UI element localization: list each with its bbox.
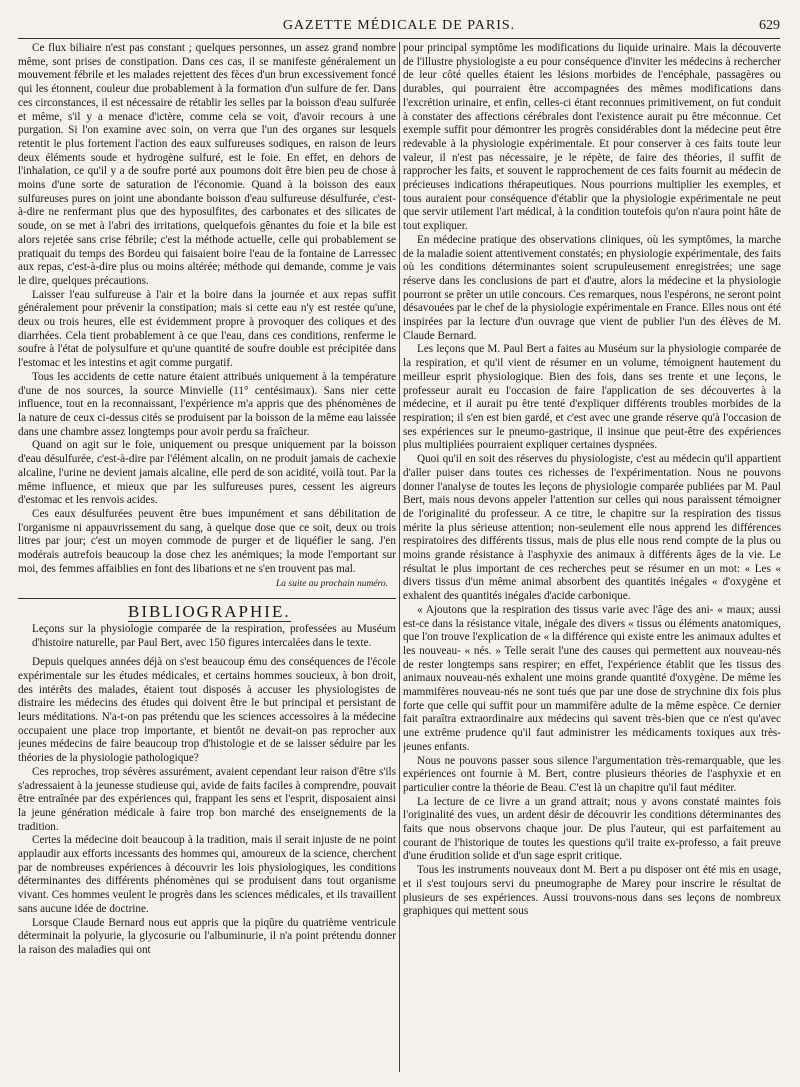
bibliography-title: BIBLIOGRAPHIE. <box>128 602 291 622</box>
left-column <box>18 42 396 1082</box>
section-heading <box>18 602 396 622</box>
paragraph: Tous les instruments nouveaux dont M. Bert a pu disposer ont été mis en usage, et il s'est toujours servi du pneumographe de Marey pour inscrire le résultat de plusieurs de ses expériences. Aussi trouvons-nous dans ses leçons de nombreux graphiques qui mettent sous <box>403 864 781 918</box>
paragraph: « Ajoutons que la respiration des tissus varie avec l'âge des ani- « maux; aussi est-ce dans la résistance vitale, inégale des divers « tissus ou éléments anatomiques, que l'on trouve l'explication de « la différence qui existe entre les animaux adultes et les nouveau- « nés. » Telle serait l'une des causes qui permettent aux nouveau-nés de rester longtemps sans respirer; en effet, l'expérience établit que les tissus des animaux nouveau-nés exhalent une moins grande quantité d'oxygène. De même les mammifères nouveau-nés ne sont tués que par une dose de strychnine dix fois plus forte que celle qui suffit pour un mammifère adulte de la même espèce. Ce dernier fait paraîtra extraordinaire aux médecins qui savent très-bien que ce n'est qu'avec une extrême prudence qu'il faut administrer les médicaments toxiques aux très-jeunes enfants. <box>403 603 781 753</box>
paragraph: Quand on agit sur le foie, uniquement ou presque uniquement par la boisson d'eau désulfurée, c'est-à-dire par l'élément alcalin, on ne produit jamais de cachexie alcaline, l'urine ne devient jamais alcaline, elle perd de son acidité, voilà tout. Par la même influence, et mieux que par les sulfureuses pures, cessent les aigreurs d'estomac et les renvois acides. <box>18 439 396 507</box>
paragraph: Nous ne pouvons passer sous silence l'argumentation très-remarquable, que les expériences ont fournie à M. Bert, contre plusieurs théories de l'asphyxie et en particulier contre la théorie de Beau. C'est là un chapitre qu'il faut méditer. <box>403 754 781 794</box>
section-rule <box>18 598 396 599</box>
paragraph: Ces eaux désulfurées peuvent être bues impunément et sans débilitation de l'organisme ni appauvrissement du sang, à quelque dose que ce soit, deux ou trois litres par jour; c'est un moyen commode de purger et de liquéfier le sang. J'en modérais autrefois beaucoup la dose chez les anémiques; la mode l'emportant sur moi, des femmes affaiblies en font des libations et ne s'en trouvent pas mal. <box>18 507 396 575</box>
right-column <box>403 42 781 1082</box>
paragraph: Quoi qu'il en soit des réserves du physiologiste, c'est au médecin qu'il appartient d'aller puiser dans toutes ces richesses de l'expérimentation. Nous ne pouvons donner l'analyse de toutes les leçons de physiologie comparée publiées par M. Paul Bert, mais nous devons appeler l'attention sur celles qui nous paraissent témoigner de l'originalité du professeur. A ce titre, le chapitre sur la respiration des tissus mérite la plus sérieuse attention; non-seulement elle nous apprend les différences respiratoires des différents tissus, mais de plus elle nous rend compte de la plus ou moins grande résistance à l'asphyxie des animaux à différents âges de la vie. Le résultat le plus important de ces recherches peut se résumer en un mot: « Les « divers tissus d'un même animal absorbent des quantités inégales « d'oxygène et exhalent des quantités inégales d'acide carbonique. <box>403 453 781 603</box>
paragraph: En médecine pratique des observations cliniques, où les symptômes, la marche de la maladie soient attentivement constatés; en physiologie expérimentale, des faits où les conditions déterminantes soient scrupuleusement enregistrées; une sage réserve dans les conclusions de part et d'autre, alors la médecine et la physiologie pourront se prêter un utile concours. Ces remarques, nous l'espérons, ne seront point désavouées par le chef de la physiologie expérimentale en France. Elles nous ont été inspirées par la lecture d'un ouvrage que vient de publier l'un des élèves de M. Claude Bernard. <box>403 233 781 342</box>
paragraph: La lecture de ce livre a un grand attrait; nous y avons constaté maintes fois l'originalité des vues, un ardent désir de découvrir les conditions déterminantes des faits que nous observons chaque jour. De plus l'auteur, qui est parfaitement au courant de l'historique de toutes les questions qu'il traite ex-professo, a fait preuve d'une érudition solide et d'un sage esprit critique. <box>403 795 781 863</box>
page-number: 629 <box>759 18 780 33</box>
paragraph: Certes la médecine doit beaucoup à la tradition, mais il serait injuste de ne point applaudir aux efforts incessants des hommes qui, amoureux de la science, cherchent par de nombreuses expériences à découvrir les lois physiologiques, les conditions déterminantes des différents phénomènes qui se produisent dans tout organisme vivant. Ces hommes veulent le progrès dans les sciences médicales, et ils travaillent sans aucune idée de doctrine. <box>18 834 396 915</box>
continued-note: La suite au prochain numéro. <box>276 579 388 590</box>
column-divider <box>399 42 400 1072</box>
paragraph: Ce flux biliaire n'est pas constant ; quelques personnes, un assez grand nombre même, sont prises de constipation. Dans ces cas, il se manifeste généralement un mouvement fébrile et les malades rejettent des fèces d'un brun excessivement foncé qui les étonnent, couleur due probablement à la formation d'un sulfure de fer. Dans ces circonstances, il est nécessaire de rétablir les selles par la boisson d'eau sulfurée et même, s'il y a menace d'ictère, comme cela se voit, d'avoir recours à une purgation. Si l'on examine avec soin, on verra que l'un des organes sur lesquels retentit le plus fortement l'action des eaux sulfureuses sodiques, en raison de leurs deux éléments soude et hydrogène sulfuré, est le foie. En effet, en dehors de l'inhalation, ce qu'il y a de soufre porté aux poumons doit être bien peu de chose à moins d'une sorte de saturation de l'économie. Quand à la boisson des eaux sulfureuses pures on joint une abondante boisson d'eau sulfureuse désulfurée, c'est-à-dire ne renfermant plus que des hyposulfites, des carbonates et des silicates de soude, on se met à l'abri des irritations, quelquefois gênantes du foie et la bile est alors rejetée sans crise fébrile; c'est la méthode actuelle, celle qui probablement se pratiquait du temps des Bordeu qui faisaient boire l'eau de la fontaine de Larressec aux repas, c'est-à-dire plus ou moins altérée; méthode qui demande, comme je vais le dire, quelques précautions. <box>18 42 396 287</box>
paragraph: Depuis quelques années déjà on s'est beaucoup ému des conséquences de l'école expérimentale sur les études médicales, et certains hommes soucieux, à bon droit, des intérêts des malades, étaient tout disposés à accuser les physiologistes de distraire les médecins des études qui doivent être le but principal et persistant de leurs méditations. N'a-t-on pas prétendu que les sciences accessoires à la médecine occupaient une place trop importante, et bientôt ne devait-on pas reprocher aux jeunes médecins de faire beaucoup trop d'histologie et de se laisser séduire par les théories de la physiologie pathologique? <box>18 656 396 765</box>
paragraph: Lorsque Claude Bernard nous eut appris que la piqûre du quatrième ventricule déterminait la polyurie, la glycosurie ou l'albuminurie, il n'a point prétendu donner la raison des maladies qui ont <box>18 916 396 956</box>
journal-title: GAZETTE MÉDICALE DE PARIS. <box>282 18 516 33</box>
book-reference: Leçons sur la physiologie comparée de la respiration, professées au Muséum d'histoire naturelle, par Paul Bert, avec 150 figures intercalées dans le texte. <box>32 622 396 649</box>
paragraph: Tous les accidents de cette nature étaient attribués uniquement à la température d'une de nos sources, la source Minvielle (11° centésimaux). Sans nier cette influence, tout en la reconnaissant, l'expérience m'a appris que des phénomènes de la nature de ceux ci-dessus cités se produisent par la boisson de la même eau laissée dans une chambre assez longtemps pour avoir perdu sa fraîcheur. <box>18 370 396 438</box>
page-header <box>18 16 780 39</box>
paragraph: Ces reproches, trop sévères assurément, avaient cependant leur raison d'être s'ils s'adressaient à la jeunesse studieuse qui, avide de faits faciles à comprendre, pouvait être entraînée par des expériences qui, frappant les sens et l'esprit, disposaient ainsi la jeune génération médicale à faire trop bon marché des enseignements de la tradition. <box>18 765 396 833</box>
paragraph: Les leçons que M. Paul Bert a faites au Muséum sur la physiologie comparée de la respiration, et qu'il vient de résumer en un volume, témoignent hautement du meilleur esprit physiologique. Bien des fois, dans ses trente et une leçons, le professeur aurait eu l'occasion de faire l'application de ses découvertes à la médecine, et il aurait pu être tenté d'expliquer différents troubles morbides de la respiration; il s'en est bien gardé, et c'est avec une grande réserve qu'à l'occasion de ses expériences sur le pneumo-gastrique, il insinue que peut-être des expériences plus multipliées pourraient expliquer certaines dyspnées. <box>403 343 781 452</box>
paragraph: Laisser l'eau sulfureuse à l'air et la boire dans la journée et aux repas suffit généralement pour prévenir la constipation; mais si cette eau n'y est restée qu'une, deux ou trois heures, elle est évidemment propre à provoquer des coliques et des diarrhées. Cela tient probablement à ce que l'eau, dans ces conditions, renferme le soufre à l'état de polysulfure et qu'une quantité de soufre double est précipitée dans l'estomac et les intestins et agit comme purgatif. <box>18 288 396 370</box>
paragraph: pour principal symptôme les modifications du liquide urinaire. Mais la découverte de l'illustre physiologiste a eu pour conséquence d'inviter les médecins à rechercher de leur côté quelles étaient les lésions morbides de l'encéphale, passagères ou durables, qui pourraient être accompagnées des mêmes modifications dans l'excrétion urinaire, et enfin, celles-ci étant reconnues primitivement, on fut conduit à constater des affections cérébrales dont l'existence aurait pu être méconnue. Cet exemple suffit pour démontrer les progrès considérables dont la médecine peut être redevable à la physiologie expérimentale. Et pour conserver à ces faits toute leur valeur, il n'est pas nécessaire, je le répète, de faire des théories, il suffit de rapprocher les faits, et souvent le rapprochement de ces faits fournit au médecin de précieuses indications thérapeutiques. Nous pourrions multiplier les exemples, et tous auraient pour conséquence d'établir que la physiologie expérimentale ne peut que servir utilement l'art médical, à la condition toutefois qu'on n'aura point hâte de tout expliquer. <box>403 42 781 233</box>
